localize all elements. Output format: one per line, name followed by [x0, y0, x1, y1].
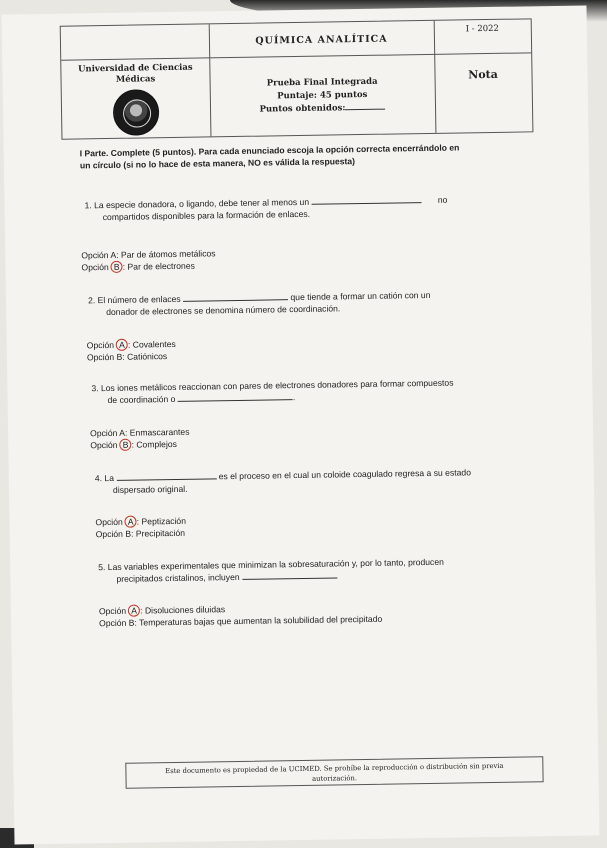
instructions-line-1: I Parte. Complete (5 puntos). Para cada enunciado escoja la opción correcta encerrándolo en	[79, 142, 460, 159]
instructions	[80, 141, 460, 171]
answer-circle: B	[111, 261, 123, 273]
q3-option-a[interactable]: Opción A: Enmascarantes	[90, 426, 190, 439]
question-1: 1. La especie donadora, o ligando, debe tener al menos un no compartidos disponibles para la formación de enlaces.	[84, 192, 544, 223]
answer-circle: A	[128, 605, 140, 617]
q3-option-b[interactable]: Opción B : Complejos	[90, 438, 177, 451]
instructions-line-2: un círculo (si no lo hace de esta manera, NO es válida la respuesta)	[79, 156, 356, 171]
q1-option-a[interactable]: Opción A: Par de átomos metálicos	[81, 248, 216, 261]
question-3: 3. Los iones metálicos reaccionan con pares de electrones donadores para formar compuestos de coordinación o .	[91, 375, 551, 406]
question-1-options	[81, 247, 216, 273]
question-5: 5. Las variables experimentales que minimizan la sobresaturación y, por lo tanto, producen precipitados cristalinos, incluyen	[98, 554, 558, 585]
points-obtained: Puntos obtenidos:	[210, 101, 435, 118]
question-4-options	[95, 515, 186, 540]
question-2: 2. El número de enlaces que tiende a formar un catión con un donador de electrones se denomina número de coordinación.	[88, 287, 548, 318]
q4-option-a[interactable]: Opción A : Peptización	[95, 515, 187, 528]
header-grade-cell	[434, 19, 533, 133]
university-name: Universidad de Ciencias Médicas	[77, 62, 193, 85]
exam-title: Prueba Final Integrada	[266, 76, 378, 89]
subject-title: QUÍMICA ANALÍTICA	[255, 33, 388, 47]
q2-option-a[interactable]: Opción A : Covalentes	[86, 338, 176, 351]
q2-option-b[interactable]: Opción B: Catiónicos	[86, 351, 168, 363]
answer-circle: A	[116, 339, 128, 351]
footer-notice	[125, 756, 543, 789]
question-2-options	[87, 338, 176, 363]
header-subject-cell	[209, 21, 437, 137]
question-3-line-1: 3. Los iones metálicos reaccionan con pares de electrones donadores para formar compuestos	[91, 377, 454, 394]
question-3-options	[90, 426, 190, 452]
exam-info	[210, 75, 436, 118]
answer-circle: A	[125, 516, 137, 528]
exam-sheet	[2, 5, 600, 844]
exam-year: I - 2022	[465, 23, 500, 35]
question-2-line-2: donador de electrones se denomina número de coordinación.	[106, 303, 341, 318]
footer-line-1: Este documento es propiedad de la UCIMED. Se prohíbe la reproducción o distribución sin previa	[165, 761, 504, 776]
q4-option-b[interactable]: Opción B: Precipitación	[95, 527, 186, 540]
question-5-line-1: 5. Las variables experimentales que minimizan la sobresaturación y, por lo tanto, producen	[98, 556, 444, 573]
question-1-line-2: compartidos disponibles para la formación de enlaces.	[102, 208, 311, 223]
grade-label: Nota	[468, 67, 498, 82]
q5-option-b[interactable]: Opción B: Temperaturas bajas que aumentan la solubilidad del precipitado	[99, 613, 383, 629]
question-4-line-2: dispersado original.	[112, 483, 188, 495]
question-4: 4. La es el proceso en el cual un coloide coagulado regresa a su estado dispersado original.	[95, 465, 555, 496]
university-seal-icon	[113, 89, 160, 136]
question-5-options	[99, 601, 382, 629]
q5-option-a[interactable]: Opción A : Disoluciones diluidas	[98, 604, 226, 617]
footer-line-2: autorización.	[312, 774, 358, 783]
q1-option-b[interactable]: Opción B : Par de electrones	[81, 260, 195, 273]
answer-circle: B	[119, 439, 131, 451]
exam-score: Puntaje: 45 puntos	[277, 89, 368, 102]
header-university-cell	[61, 24, 212, 138]
header-table	[60, 18, 534, 139]
